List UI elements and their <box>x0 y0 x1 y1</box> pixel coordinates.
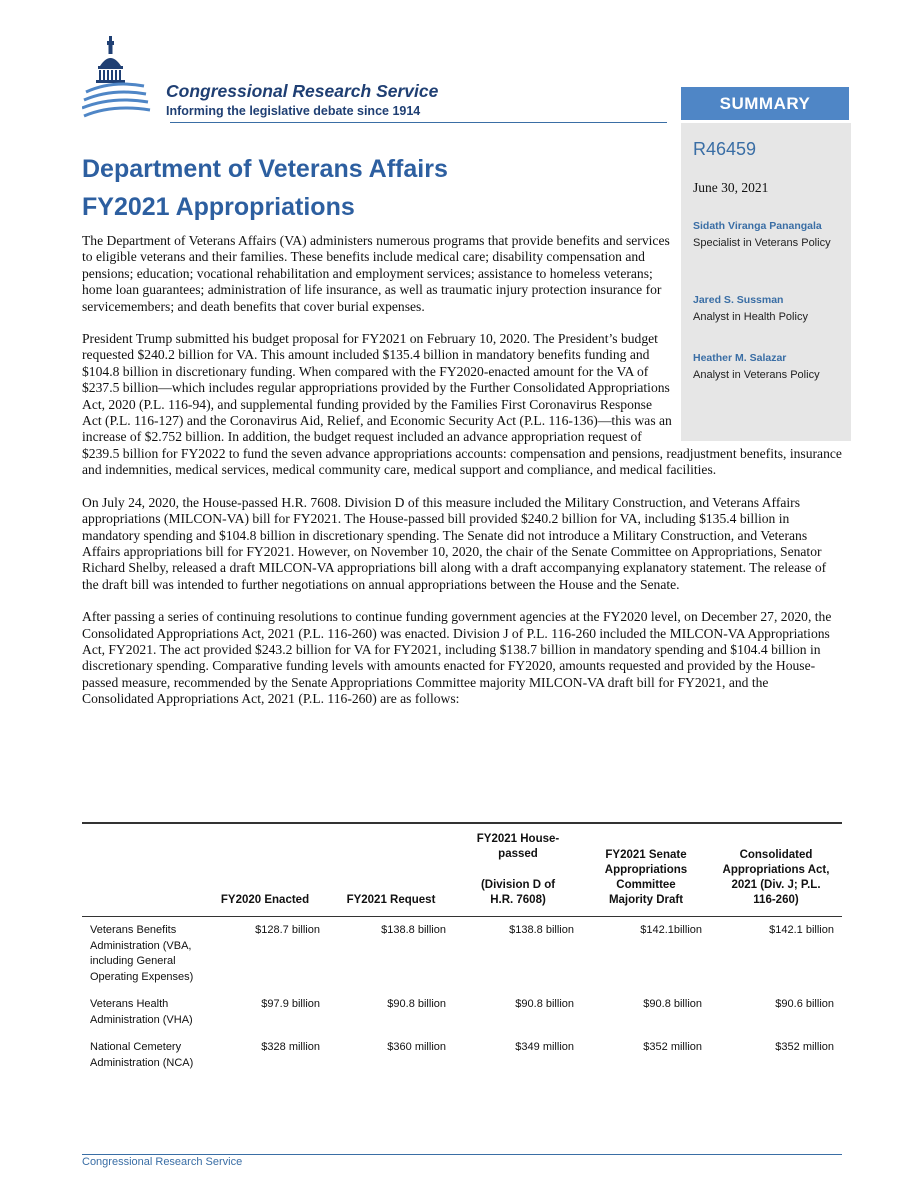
report-date: June 30, 2021 <box>693 180 769 195</box>
body-paragraph: After passing a series of continuing resolutions to continue funding government agencies at the FY2020 level, on December 27, 2020, the Consolidated Appropriations Act, 2021 (P.L. 116-260) was enacted. Division J of P.L. 116-260 included the MILCON-VA Appropriations Act, FY2021. The act provided $243.2 billion for VA for FY2021, including $138.7 billion in mandatory spending and $104.4 billion in discretionary spending. Comparative funding levels with amounts enacted for FY2020, amounts requested and provided by the House-passed measure, recommended by the Senate Appropriations Committee majority MILCON-VA draft bill for FY2021, and the Consolidated Appropriations Act, 2021 (P.L. 116-260) are as follows: <box>82 609 832 707</box>
body-paragraph: The Department of Veterans Affairs (VA) administers numerous programs that provide benefits and services to eligible veterans and their families. These benefits include medical care; disability compensation and pensions; education; vocational rehabilitation and employment services; assistance to homeless veterans; home loan guarantees; administration of life insurance, as well as traumatic injury protection insurance for servicemembers; and death benefits that cover burial expenses. <box>82 233 670 314</box>
author-name[interactable]: Jared S. Sussman <box>693 294 784 306</box>
funding-table <box>82 822 842 1077</box>
funding-table-grid <box>82 824 842 1077</box>
report-title <box>82 150 448 226</box>
col-header-consolidated: Consolidated Appropriations Act, 2021 (Div. J; P.L. 116-260) <box>710 824 842 917</box>
report-title-line1: Department of Veterans Affairs <box>82 155 448 183</box>
table-row <box>82 1034 842 1077</box>
cell-fy2020-enacted: $128.7 billion <box>255 924 320 936</box>
body-paragraph: President Trump submitted his budget proposal for FY2021 on February 10, 2020. The President’s budget requested $240.2 billion for VA. This amount included $135.4 billion in mandatory benefits funding and $104.8 billion in discretionary funding. When compared with the FY2020-enacted amount for the VA of $237.5 billion—which includes regular appropriations provided by the Further Consolidated Appropriations Act, 2020 (P.L. 116-94), and supplemental funding provided by the Families First Coronavirus Response Act (P.L. 116-127) and the Coronavirus Aid, Relief, and Economic Security Act (P.L. 116-136)—this was an increase of $2.752 billion. In addition, the budget request included an advance appropriation request of $239.5 billion for FY2022 to fund the seven advance appropriations accounts: compensation and pensions, readjustment benefits, insurance and indemnities, medical services, medical community care, medical support and compliance, and medical facilities. <box>82 331 842 478</box>
cell-fy2021-request: $138.8 billion <box>381 924 446 936</box>
cell-consolidated: $352 million <box>775 1041 834 1053</box>
col-header-house-passed-note: (Division D of H.R. 7608) <box>480 879 556 906</box>
author-title: Specialist in Veterans Policy <box>693 237 831 249</box>
report-title-line2: FY2021 Appropriations <box>82 193 355 221</box>
author-name[interactable]: Heather M. Salazar <box>693 352 787 364</box>
row-label: Veterans Benefits Administration (VBA, including General Operating Expenses) <box>90 924 194 983</box>
header-divider <box>170 122 667 123</box>
col-header-senate-draft: FY2021 Senate Appropriations Committee Majority Draft <box>582 824 710 917</box>
author-name[interactable]: Sidath Viranga Panangala <box>693 220 822 232</box>
body-paragraph: On July 24, 2020, the House-passed H.R. 7608. Division D of this measure included the Military Construction, and Veterans Affairs appropriations (MILCON-VA) bill for FY2021. The House-passed bill provided $240.2 billion for VA, including $135.4 billion in mandatory spending and $104.8 billion in discretionary spending. The Senate did not introduce a Military Construction, and Veterans Affairs appropriations bill for FY2021. However, on November 10, 2020, the chair of the Senate Committee on Appropriations, Senator Richard Shelby, released a draft MILCON-VA appropriations bill along with a draft accompanying explanatory statement. The release of the draft bill was intended to further negotiations on annual appropriations between the House and the Senate. <box>82 494 827 592</box>
summary-body <box>82 233 842 724</box>
col-header-house-passed <box>454 824 582 917</box>
table-row <box>82 991 842 1034</box>
summary-tab: SUMMARY <box>681 87 849 120</box>
capitol-dome-icon <box>82 36 162 120</box>
col-header-blank <box>82 824 202 917</box>
cell-senate-draft: $352 million <box>643 1041 702 1053</box>
footer-divider <box>82 1154 842 1155</box>
sidebar-spacer <box>674 233 842 442</box>
crs-logo <box>82 36 482 122</box>
cell-senate-draft: $142.1billion <box>640 924 702 936</box>
cell-senate-draft: $90.8 billion <box>643 998 702 1010</box>
col-header-fy2020-enacted: FY2020 Enacted <box>202 824 328 917</box>
org-tagline: Informing the legislative debate since 1914 <box>166 104 421 118</box>
author-title: Analyst in Veterans Policy <box>693 369 820 381</box>
cell-fy2020-enacted: $328 million <box>261 1041 320 1053</box>
report-number: R46459 <box>693 139 757 159</box>
cell-house-passed: $138.8 billion <box>509 924 574 936</box>
org-name: Congressional Research Service <box>166 81 439 101</box>
row-label: National Cemetery Administration (NCA) <box>90 1041 194 1069</box>
cell-house-passed: $349 million <box>515 1041 574 1053</box>
cell-consolidated: $142.1 billion <box>769 924 834 936</box>
table-header-row <box>82 824 842 917</box>
cell-fy2021-request: $360 million <box>387 1041 446 1053</box>
col-header-house-passed-title: FY2021 House-passed <box>476 833 560 860</box>
cell-fy2020-enacted: $97.9 billion <box>261 998 320 1010</box>
footer-text: Congressional Research Service <box>82 1156 243 1168</box>
author-title: Analyst in Health Policy <box>693 311 808 323</box>
cell-consolidated: $90.6 billion <box>775 998 834 1010</box>
cell-house-passed: $90.8 billion <box>515 998 574 1010</box>
cell-fy2021-request: $90.8 billion <box>387 998 446 1010</box>
col-header-fy2021-request: FY2021 Request <box>328 824 454 917</box>
table-row <box>82 917 842 992</box>
row-label: Veterans Health Administration (VHA) <box>90 998 193 1026</box>
